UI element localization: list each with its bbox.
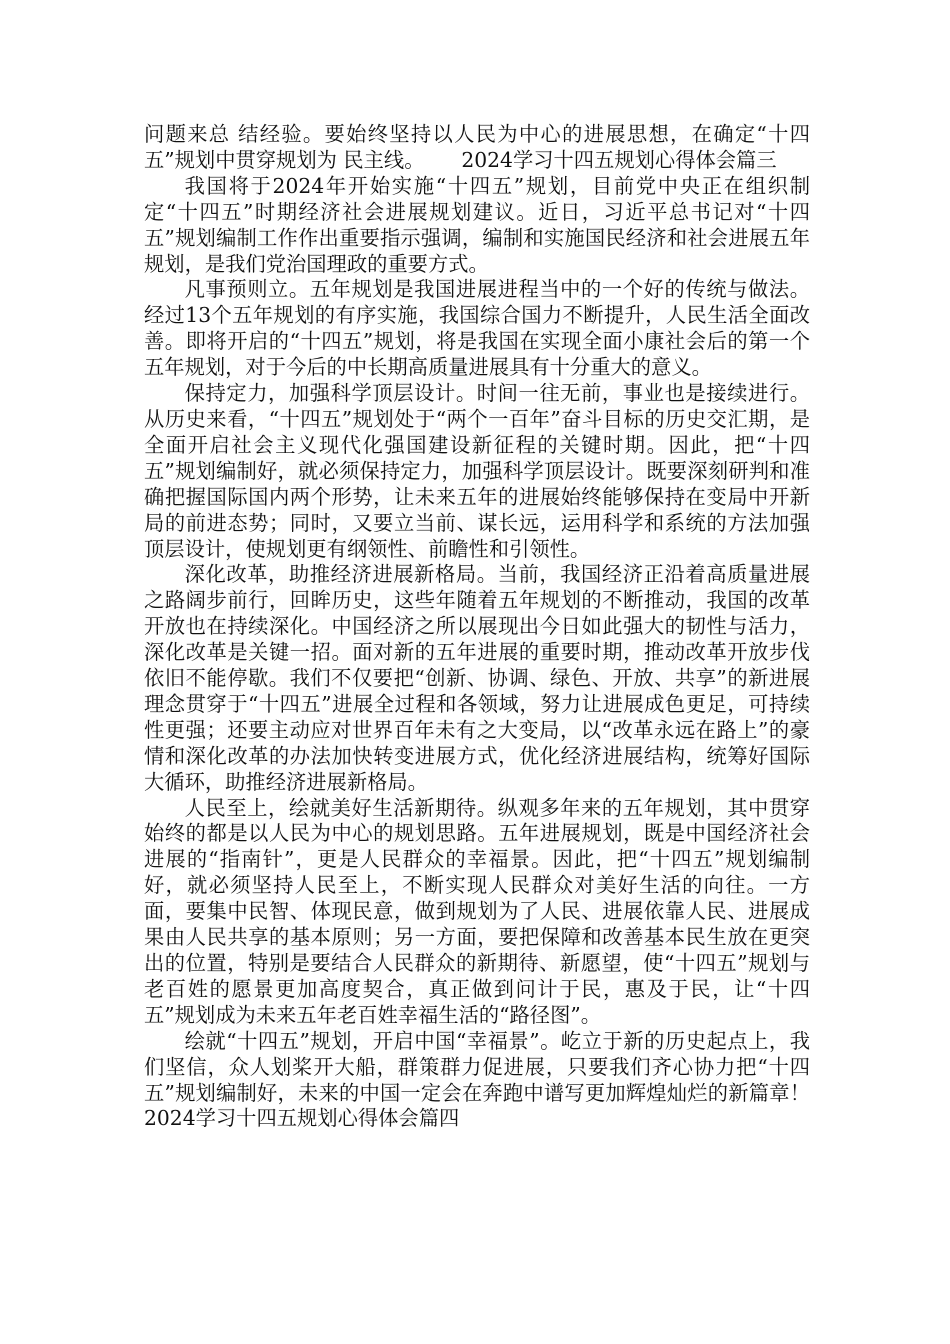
paragraph-conclusion: 绘就“十四五”规划，开启中国“幸福景”。屹立于新的历史起点上，我们坚信，众人划桨开大船，群策群力促进展，只要我们齐心协力把“十四五”规划编制好，未来的中国一定会在奔跑中谱写更加辉煌灿烂的新篇章！ 2024学习十四五规划心得体会篇四 bbox=[144, 1028, 858, 1131]
paragraph-top-level-design: 保持定力，加强科学顶层设计。时间一往无前，事业也是接续进行。从历史来看，“十四五”规划处于“两个一百年”奋斗目标的历史交汇期，是全面开启社会主义现代化强国建设新征程的关键时期。因此，把“十四五”规划编制好，就必须保持定力，加强科学顶层设计。既要深刻研判和准确把握国际国内两个形势，让未来五年的进展始终能够保持在变局中开新局的前进态势；同时，又要立当前、谋长远，运用科学和系统的方法加强顶层设计，使规划更有纲领性、前瞻性和引领性。 bbox=[144, 381, 810, 561]
paragraph-planning-tradition: 凡事预则立。五年规划是我国进展进程当中的一个好的传统与做法。经过13个五年规划的有序实施，我国综合国力不断提升，人民生活全面改善。即将开启的“十四五”规划，将是我国在实现全面小康社会后的第一个五年规划，对于今后的中长期高质量进展具有十分重大的意义。 bbox=[144, 277, 810, 380]
paragraph-people-first: 人民至上，绘就美好生活新期待。纵观多年来的五年规划，其中贯穿始终的都是以人民为中心的规划思路。五年进展规划，既是中国经济社会进展的“指南针”，更是人民群众的幸福景。因此，把“十四五”规划编制好，就必须坚持人民至上，不断实现人民群众对美好生活的向往。一方面，要集中民智、体现民意，做到规划为了人民、进展依靠人民、进展成果由人民共享的基本原则；另一方面，要把保障和改善基本民生放在更突出的位置，特别是要结合人民群众的新期待、新愿望，使“十四五”规划与老百姓的愿景更加高度契合，真正做到问计于民，惠及于民，让“十四五”规划成为未来五年老百姓幸福生活的“路径图”。 bbox=[144, 795, 810, 1027]
paragraph-deepen-reform: 深化改革，助推经济进展新格局。当前，我国经济正沿着高质量进展之路阔步前行，回眸历史，这些年随着五年规划的不断推动，我国的改革开放也在持续深化。中国经济之所以展现出今日如此强大的韧性与活力，深化改革是关键一招。面对新的五年进展的重要时期，推动改革开放步伐依旧不能停歇。我们不仅要把“创新、协调、绿色、开放、共享”的新进展理念贯穿于“十四五”进展全过程和各领域，努力让进展成色更足，可持续性更强；还要主动应对世界百年未有之大变局，以“改革永远在路上”的豪情和深化改革的办法加快转变进展方式，优化经济进展结构，统筹好国际大循环，助推经济进展新格局。 bbox=[144, 562, 810, 794]
paragraph-intro: 我国将于2024年开始实施“十四五”规划，目前党中央正在组织制定“十四五”时期经济社会进展规划建议。近日，习近平总书记对“十四五”规划编制工作作出重要指示强调，编制和实施国民经济和社会进展五年规划，是我们党治国理政的重要方式。 bbox=[144, 173, 810, 276]
paragraph-continuation: 问题来总 结经验。要始终坚持以人民为中心的进展思想，在确定“十四五”规划中贯穿规划为 民主线。 2024学习十四五规划心得体会篇三 bbox=[144, 122, 810, 172]
document-body bbox=[144, 122, 858, 1132]
